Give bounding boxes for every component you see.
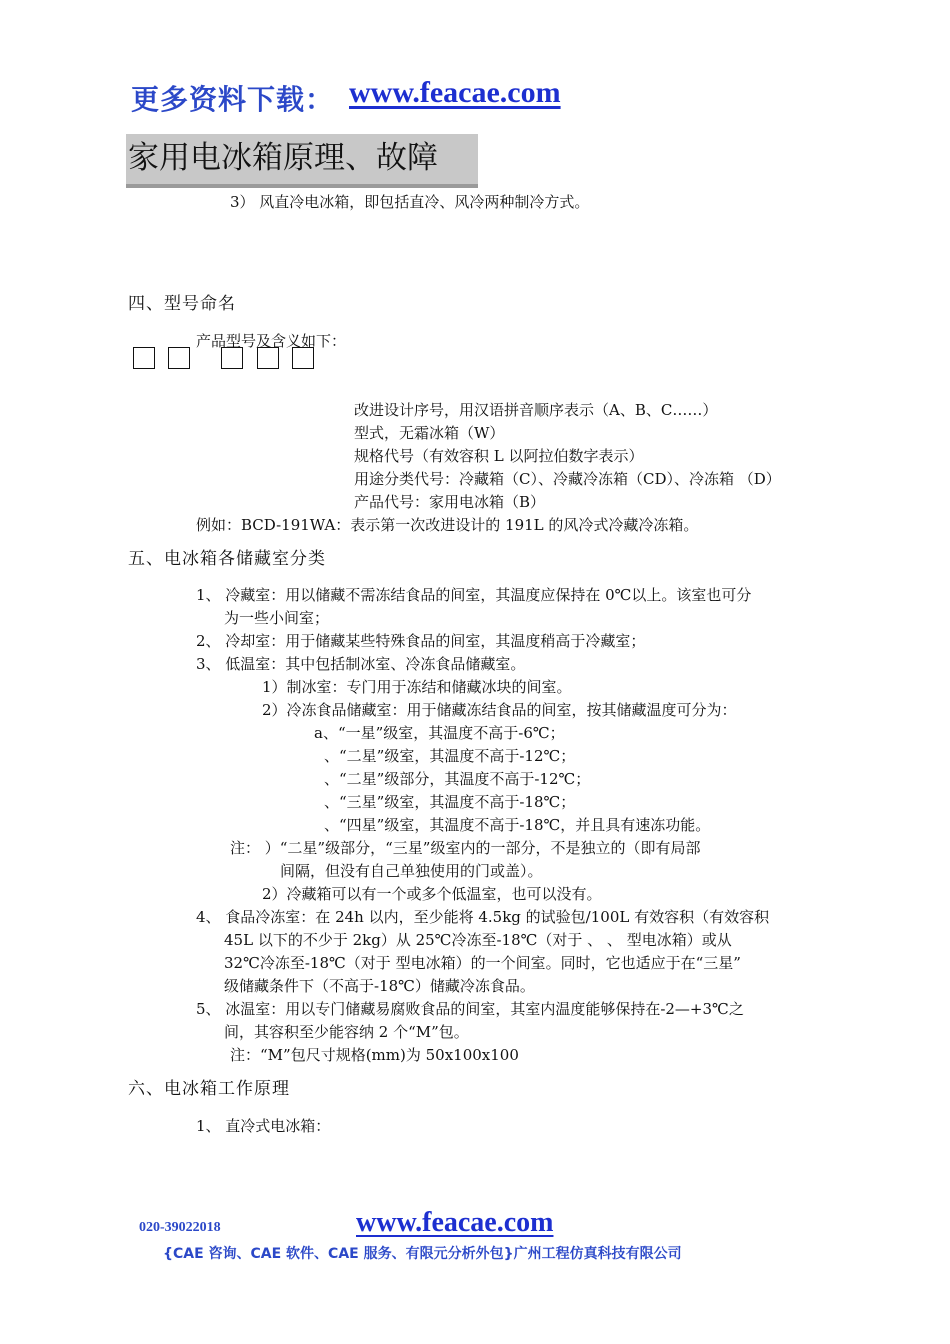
list-item: 级储藏条件下（不高于-18℃）储藏冷冻食品。 (224, 977, 535, 995)
legend-line: 产品代号：家用电冰箱（B） (354, 493, 546, 511)
list-item: a、“一星”级室，其温度不高于-6℃； (314, 724, 565, 742)
list-item: 5、 冰温室：用以专门储藏易腐败食品的间室，其室内温度能够保持在-2—+3℃之 (196, 1000, 744, 1018)
list-item: 为一些小间室； (224, 609, 330, 627)
legend-line: 规格代号（有效容积 L 以阿拉伯数字表示） (354, 447, 644, 465)
model-intro: 产品型号及含义如下： (196, 332, 347, 350)
code-box-usage (168, 347, 190, 369)
footer-phone: 020-39022018 (139, 1220, 221, 1235)
code-box-type (257, 347, 279, 369)
section6-heading: 六、电冰箱工作原理 (128, 1079, 290, 1099)
list-item: 1）制冰室：专门用于冻结和储藏冰块的间室。 (262, 678, 572, 696)
intro-line: 3） 风直冷电冰箱，即包括直冷、风冷两种制冷方式。 (230, 193, 590, 211)
note-line: 注： ）“二星”级部分，“三星”级室内的一部分，不是独立的（即有局部 (230, 839, 701, 857)
header-url-link[interactable]: www.feacae.com (349, 76, 561, 109)
list-item: 、“三星”级室，其温度不高于-18℃； (324, 793, 576, 811)
list-item: 、“二星”级部分，其温度不高于-12℃； (324, 770, 591, 788)
list-item: 间，其容积至少能容纳 2 个“M”包。 (224, 1023, 469, 1041)
footer-tagline: {CAE 咨询、CAE 软件、CAE 服务、有限元分析外包}广州工程仿真科技有限公司 (163, 1246, 682, 1262)
list-item: 4、 食品冷冻室：在 24h 以内，至少能将 4.5kg 的试验包/100L 有效容积（有效容积 (196, 908, 770, 926)
legend-line: 改进设计序号，用汉语拼音顺序表示（A、B、C……） (354, 401, 718, 419)
code-box-revision (292, 347, 314, 369)
code-box-product (133, 347, 155, 369)
section4-heading: 四、型号命名 (128, 294, 236, 314)
note-line: 间隔，但没有自己单独使用的门或盖）。 (280, 862, 543, 880)
list-item: 32℃冷冻至-18℃（对于 型电冰箱）的一个间室。同时，它也适应于在“三星” (224, 954, 741, 972)
document-title: 家用电冰箱原理、故障 (128, 140, 438, 176)
list-item: 2）冷冻食品储藏室：用于储藏冻结食品的间室，按其储藏温度可分为： (262, 701, 737, 719)
footer-url-link[interactable]: www.feacae.com (356, 1207, 554, 1238)
legend-line: 型式，无霜冰箱（W） (354, 424, 505, 442)
list-item: 3、 低温室：其中包括制冰室、冷冻食品储藏室。 (196, 655, 526, 673)
list-item: 、“二星”级室，其温度不高于-12℃； (324, 747, 576, 765)
list-item: 1、 直冷式电冰箱： (196, 1117, 331, 1135)
list-item: 、“四星”级室，其温度不高于-18℃，并且具有速冻功能。 (324, 816, 711, 834)
list-item: 45L 以下的不少于 2kg）从 25℃冷冻至-18℃（对于 、 、 型电冰箱）或从 (224, 931, 732, 949)
note-line: 注：“M”包尺寸规格(mm)为 50x100x100 (230, 1046, 519, 1064)
code-box-spec (221, 347, 243, 369)
list-item: 1、 冷藏室：用以储藏不需冻结食品的间室，其温度应保持在 0℃以上。该室也可分 (196, 586, 752, 604)
list-item: 2）冷藏箱可以有一个或多个低温室，也可以没有。 (262, 885, 602, 903)
list-item: 2、 冷却室：用于储藏某些特殊食品的间室，其温度稍高于冷藏室； (196, 632, 646, 650)
model-example: 例如：BCD-191WA：表示第一次改进设计的 191L 的风冷式冷藏冷冻箱。 (196, 516, 699, 534)
header-prefix: 更多资料下载： (131, 83, 335, 116)
legend-line: 用途分类代号：冷藏箱（C）、冷藏冷冻箱（CD）、冷冻箱 （D） (354, 470, 781, 488)
section5-heading: 五、电冰箱各储藏室分类 (128, 549, 326, 569)
